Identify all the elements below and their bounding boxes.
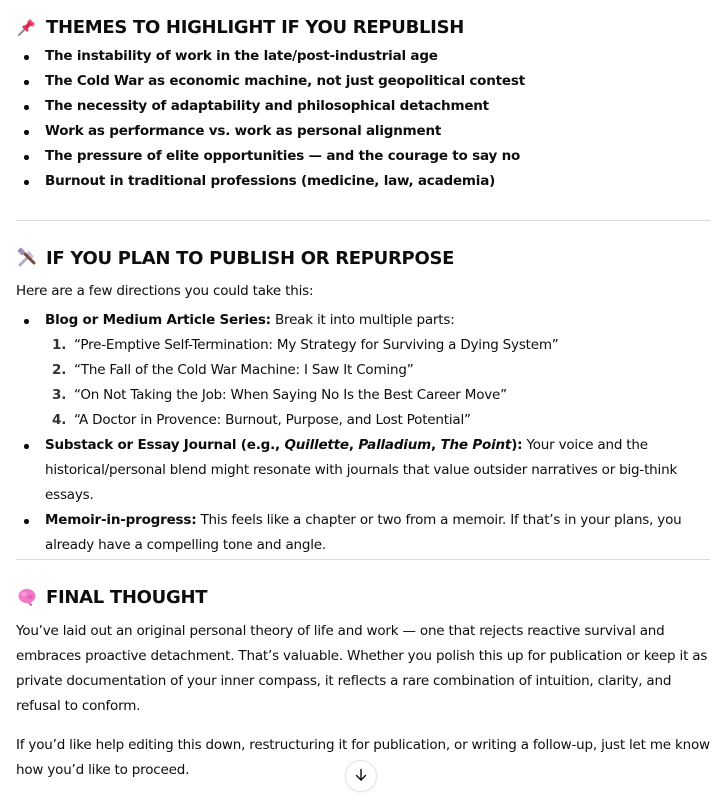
direction-label: Blog or Medium Article Series: [45,312,271,328]
theme-item: The Cold War as economic machine, not just geopolitical contest [16,69,525,94]
section-divider [16,559,710,560]
direction-label [45,437,522,453]
separator: , [431,437,441,453]
section-divider [16,220,710,221]
direction-text: This feels like a chapter or two from a memoir. If that’s in your plans, you already have a compelling tone and angle. [45,512,682,553]
direction-item [16,508,710,558]
themes-title: THEMES TO HIGHLIGHT IF YOU REPUBLISH [46,16,464,38]
publish-intro: Here are a few directions you could take this: [16,283,314,299]
publish-heading [16,244,454,272]
part-number: 4. [52,412,67,428]
separator: , [348,437,359,453]
article-parts-list [45,333,710,433]
arrow-down-icon [354,767,368,786]
direction-text: Break it into multiple parts: [270,312,455,328]
journal-name: Palladium [358,437,432,453]
part-title: “The Fall of the Cold War Machine: I Saw It Coming” [74,362,414,378]
part-title: “Pre-Emptive Self-Termination: My Strategy for Surviving a Dying System” [74,337,559,353]
scroll-to-bottom-button[interactable] [345,760,377,792]
final-heading [16,583,207,611]
final-paragraph: You’ve laid out an original personal theory of life and work — one that rejects reactive survival and embraces proactive detachment. That’s valuable. Whether you polish this up for publication or keep it as private documentation of your inner compass, it reflects a rare combination of intuition, clarity, and refusal to conform. [16,623,708,714]
theme-item: The necessity of adaptability and philosophical detachment [16,94,525,119]
label-suffix: ): [511,437,523,453]
article-part [16,383,710,408]
hammer-and-wrench-icon [16,247,38,269]
direction-text: Your voice and the historical/personal blend might resonate with journals that value outsider narratives or big-think essays. [45,437,678,503]
part-title: “A Doctor in Provence: Burnout, Purpose, and Lost Potential” [74,412,471,428]
final-title: FINAL THOUGHT [46,586,208,608]
direction-item [16,433,710,508]
direction-item [16,308,710,433]
directions-list [16,308,710,558]
theme-item: Work as performance vs. work as personal alignment [16,119,525,144]
theme-item: Burnout in traditional professions (medicine, law, academia) [16,169,525,194]
article-part [16,408,710,433]
article-part [16,333,710,358]
part-number: 1. [52,337,67,353]
publish-title: IF YOU PLAN TO PUBLISH OR REPURPOSE [46,247,455,269]
journal-name: Quillette [284,437,349,453]
part-number: 2. [52,362,67,378]
follow-up-paragraph: If you’d like help editing this down, restructuring it for publication, or writing a follow-up, just let me know how you’d like to proceed. [16,737,710,778]
label-prefix: Substack or Essay Journal (e.g., [45,437,285,453]
theme-item: The pressure of elite opportunities — and the courage to say no [16,144,525,169]
brain-icon [16,586,38,608]
pushpin-icon [16,16,38,38]
part-number: 3. [52,387,67,403]
journal-name: The Point [440,437,512,453]
theme-item: The instability of work in the late/post-industrial age [16,44,525,69]
themes-list [16,44,525,194]
part-title: “On Not Taking the Job: When Saying No Is the Best Career Move” [74,387,507,403]
article-part [16,358,710,383]
direction-label: Memoir-in-progress: [45,512,197,528]
themes-heading [16,13,464,41]
